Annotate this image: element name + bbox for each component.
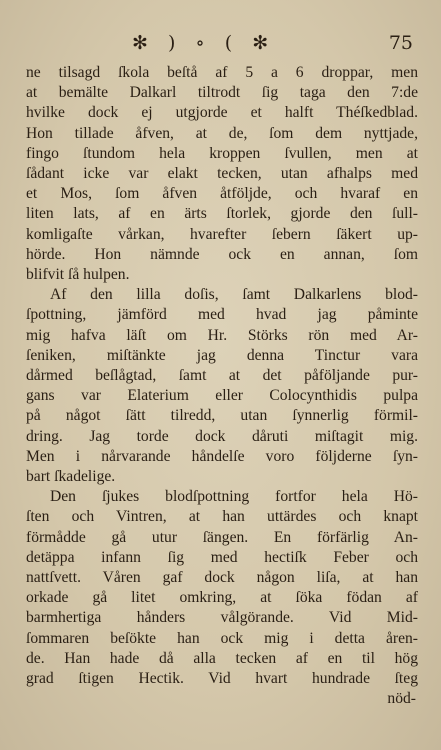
text-line: dårmed beſlågtad, ſamt at det påföljande pur- bbox=[26, 367, 418, 385]
text-line: barmhertiga hånders vålgörande. Vid Mid- bbox=[26, 609, 418, 627]
text-line: ne tilsagd ſkola beſtå af 5 a 6 droppar, men bbox=[26, 64, 418, 81]
text-line: hvilke dock ej utgjorde et halft Théſkedblad. bbox=[26, 104, 418, 122]
text-line: hörde. Hon nämnde ock en annan, ſom bbox=[26, 245, 418, 263]
text-line: Hon tillade åfven, at de, ſom dem nyttjade, bbox=[26, 124, 418, 142]
text-line: fingo ſtundom hela kroppen ſvullen, men at bbox=[26, 144, 418, 162]
header-ornament: ✻ ) ∘ ( ✻ bbox=[132, 32, 276, 54]
text-line: ſten och Vintren, at han uttärdes och knapt bbox=[26, 508, 418, 526]
text-line: et Mos, ſom åfven åtföljde, och hvaraf en bbox=[26, 185, 418, 203]
page-number: 75 bbox=[388, 32, 413, 54]
text-line: de. Han hade då alla tecken af en til hög bbox=[26, 649, 418, 667]
text-line: ſpottning, jämförd med hvad jag påminte bbox=[26, 306, 418, 324]
text-line: liten lats, af en ärts ſtorlek, gjorde den ſull- bbox=[26, 205, 418, 223]
text-line: ſommaren beſökte han ock mig i detta åren- bbox=[26, 629, 418, 647]
text-line: dring. Jag torde dock dåruti miſtagit mig. bbox=[26, 427, 418, 445]
text-line: mig hafva läſt om Hr. Störks rön med Ar- bbox=[26, 326, 418, 344]
text-line: blifvit ſå hulpen. bbox=[26, 266, 130, 284]
page-header bbox=[0, 32, 441, 56]
text-line: detäppa infann ſig med hectiſk Feber och bbox=[26, 548, 418, 566]
text-line: ſådant icke var elakt tecken, utan afhalps med bbox=[26, 165, 418, 183]
text-line: gans var Elaterium eller Colocynthidis pulpa bbox=[26, 387, 418, 405]
paragraph-start-line: Den ſjukes blodſpottning fortfor hela Hö- bbox=[50, 488, 418, 506]
text-line: komligaſte vårkan, hvarefter ſebern ſäkert up- bbox=[26, 225, 418, 243]
text-line: bart ſkadelige. bbox=[26, 468, 116, 486]
text-line: förmådde gå utur ſängen. En förfärlig An- bbox=[26, 528, 418, 546]
text-line: Men i nårvarande håndelſe voro följderne ſyn- bbox=[26, 447, 418, 465]
text-line: nattſvett. Våren gaf dock någon liſa, at han bbox=[26, 569, 418, 587]
text-line: ſeniken, miſtänkte jag denna Tinctur vara bbox=[26, 346, 418, 364]
text-line: grad ſtigen Hectik. Vid hvart hundrade ſteg bbox=[26, 670, 418, 688]
paragraph-start-line: Af den lilla doſis, ſamt Dalkarlens blod- bbox=[50, 286, 418, 304]
catchword: nöd- bbox=[387, 690, 416, 708]
text-line: at bemälte Dalkarl tiltrodt ſig taga den 7:de bbox=[26, 84, 418, 102]
text-line: på något ſätt tilredd, utan ſynnerlig förmil- bbox=[26, 407, 418, 425]
body-text bbox=[26, 63, 418, 710]
text-line: orkade gå litet omkring, at ſöka födan af bbox=[26, 589, 418, 607]
